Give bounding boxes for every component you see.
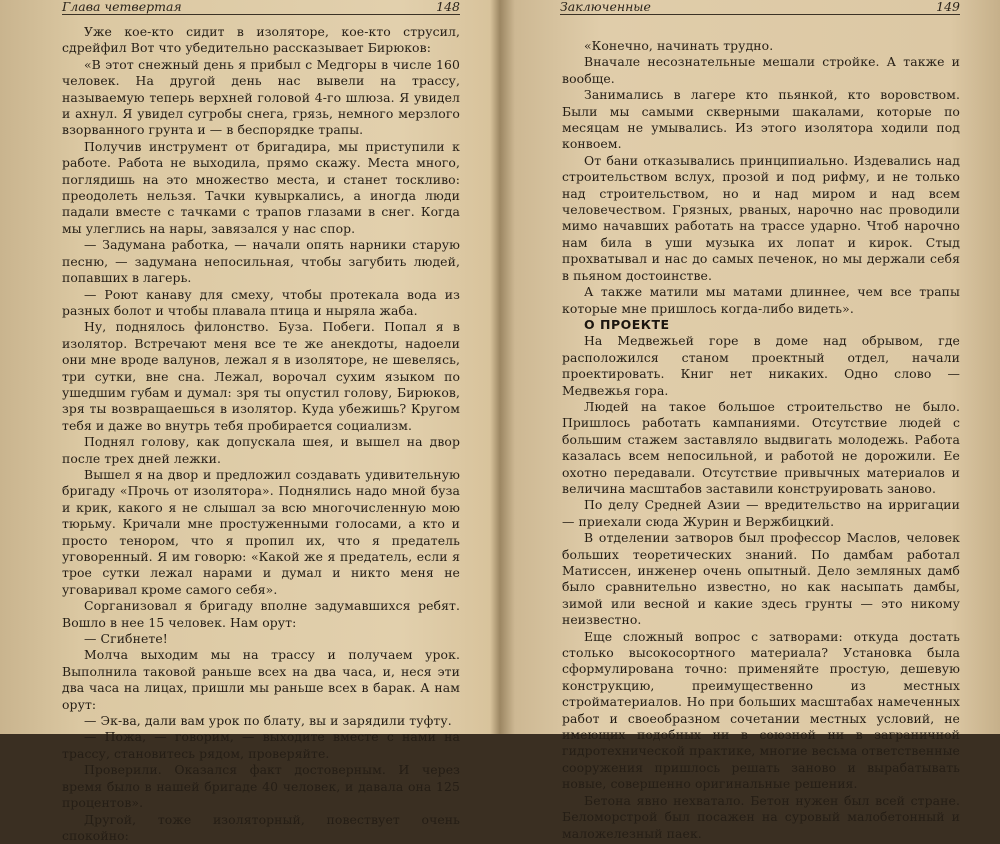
paragraph: Занимались в лагере кто пьянкой, кто воровством. Были мы самыми скверными шакалами, которые по месяцам не умывались. Из этого изолятора ходили под конвоем.: [562, 87, 960, 153]
right-page-body: [562, 38, 960, 842]
paragraph: — Эк-ва, дали вам урок по блату, вы и зарядили туфту.: [62, 713, 460, 729]
right-page: [502, 0, 1000, 734]
paragraph: Людей на такое большое строительство не было. Пришлось работать кампаниями. Отсутствие людей с большим стажем заставляло выдвигать молодежь. Работа казалась всем непосильной, и работой не дорожили. Ее охотно передавали. Отсутствие привычных материалов и величина масштабов заставили конструировать заново.: [562, 399, 960, 497]
paragraph: А также матили мы матами длиннее, чем все трапы которые мне пришлось когда-либо видеть».: [562, 284, 960, 317]
left-page-body: [62, 24, 460, 844]
paragraph: Другой, тоже изоляторный, повествует очень спокойно:: [62, 812, 460, 844]
left-page-number: 148: [436, 0, 460, 14]
paragraph: Проверили. Оказался факт достоверным. И через время было в нашей бригаде 40 человек, и давала она 125 процентов».: [62, 762, 460, 811]
paragraph: — Пожа, — говорим, — выходите вместе с нами на трассу, становитесь рядом, проверяйте.: [62, 729, 460, 762]
paragraph: От бани отказывались принципиально. Издевались над строительством вслух, прозой и под рифму, и не только над строительством, но и над миром и над всем человечеством. Грязных, рваных, нарочно нас проводили мимо начавших работать на трассе ударно. Чтоб нарочно нам била в уши музыка их лопат и кирок. Стыд прохватывал и нас до самых печенок, но мы держали себя в пьяном достоинстве.: [562, 153, 960, 284]
paragraph: Вначале несознательные мешали стройке. А также и вообще.: [562, 54, 960, 87]
paragraph: «В этот снежный день я прибыл с Медгоры в числе 160 человек. На другой день нас вывели на трассу, называемую теперь верхней головой 4-го шлюза. Я увидел и ахнул. Я увидел сугробы снега, грязь, немного мерзлого взорванного грунта и — в беспорядке трапы.: [62, 57, 460, 139]
section-title: О ПРОЕКТЕ: [562, 317, 960, 333]
paragraph: Ну, поднялось филонство. Буза. Побеги. Попал я в изолятор. Встречают меня все те же анекдоты, надоели они мне вроде валунов, лежал я в изоляторе, не шевелясь, три сутки, вне сна. Лежал, ворочал сухим языком по ушедшим губам и думал: зря ты опустил голову, Бирюков, зря ты возвращаешься в изолятор. Куда убежишь? Кругом тебя и даже во внутрь тебя пробирается социализм.: [62, 319, 460, 434]
paragraph: Поднял голову, как допускала шея, и вышел на двор после трех дней лежки.: [62, 434, 460, 467]
chapter-title: Заключенные: [560, 0, 651, 14]
left-page: [0, 0, 498, 734]
paragraph: Уже кое-кто сидит в изоляторе, кое-кто струсил, сдрейфил Вот что убедительно рассказывает Бирюков:: [62, 24, 460, 57]
paragraph: — Задумана работка, — начали опять нарники старую песню, — задумана непосильная, чтобы загубить людей, попавших в лагерь.: [62, 237, 460, 286]
paragraph: Получив инструмент от бригадира, мы приступили к работе. Работа не выходила, прямо скажу. Места много, поглядишь на это множество места, и станет тоскливо: преодолеть нельзя. Тачки кувыркались, а иногда люди падали вместе с тачками с трапов глазами в снег. Когда мы улеглись на нары, завязался у нас спор.: [62, 139, 460, 237]
paragraph: На Медвежьей горе в доме над обрывом, где расположился станом проектный отдел, начали проектировать. Книг нет никаких. Одно слово — Медвежья гора.: [562, 333, 960, 399]
paragraph: Еще сложный вопрос с затворами: откуда достать столько высокосортного материала? Установка была сформулирована точно: применяйте простую, дешевую конструкцию, преимущественно из местных стройматериалов. Но при больших масштабах намеченных работ и своеобразном сочетании местных условий, не имеющих подобных ни в союзной ни в заграничной гидротехнической практике, многие весьма ответственные сооружения пришлось решать заново и вырабатывать новые, совершенно оригинальные решения.: [562, 629, 960, 793]
right-page-header: [560, 0, 960, 15]
paragraph: — Сгибнете!: [62, 631, 460, 647]
paragraph: По делу Средней Азии — вредительство на ирригации — приехали сюда Журин и Вержбицкий.: [562, 497, 960, 530]
paragraph: Бетона явно нехватало. Бетон нужен был всей стране. Беломорстрой был посажен на суровый малобетонный и маложелезный паек.: [562, 793, 960, 842]
paragraph: — Роют канаву для смеху, чтобы протекала вода из разных болот и чтобы плавала птица и ныряла жаба.: [62, 287, 460, 320]
right-page-number: 149: [936, 0, 960, 14]
paragraph: «Конечно, начинать трудно.: [562, 38, 960, 54]
paragraph: Вышел я на двор и предложил создавать удивительную бригаду «Прочь от изолятора». Поднялись надо мной буза и крик, какого я не слышал за всю многочисленную мою тюрьму. Кричали мне простуженными голосами, а кто и просто тенором, что я пропил их, что я предатель уговоренный. Я им говорю: «Какой же я предатель, если я трое сутки лежал нарами и думал и никто меня не уговаривал кроме самого себя».: [62, 467, 460, 598]
chapter-title: Глава четвертая: [62, 0, 182, 14]
left-page-header: [62, 0, 460, 15]
paragraph: Молча выходим мы на трассу и получаем урок. Выполнила таковой раньше всех на два часа, и, неся эти два часа на лицах, пришли мы раньше всех в барак. А нам орут:: [62, 647, 460, 713]
paragraph: Сорганизовал я бригаду вполне задумавшихся ребят. Вошло в нее 15 человек. Нам орут:: [62, 598, 460, 631]
paragraph: В отделении затворов был профессор Маслов, человек больших теоретических знаний. По дамбам работал Матиссен, инженер очень опытный. Дело земляных дамб было сравнительно известно, но как насыпать дамбы, зимой или весной и какие здесь грунты — это никому неизвестно.: [562, 530, 960, 628]
